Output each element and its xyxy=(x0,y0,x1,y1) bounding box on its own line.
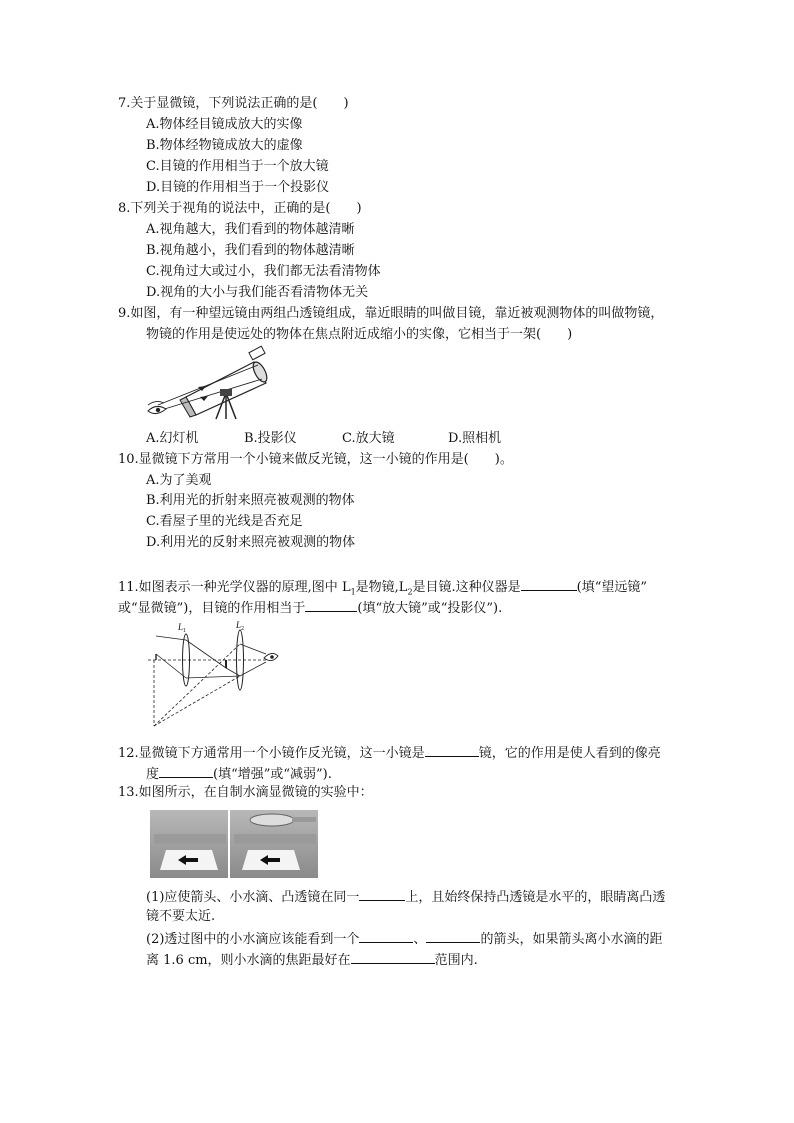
q8-option-b: B.视角越小，我们看到的物体越清晰 xyxy=(146,243,355,258)
q7-option-a: A.物体经目镜成放大的实像 xyxy=(146,117,303,132)
q13-sub1-line1 xyxy=(146,886,665,908)
q11-text-5: 或“显微镜”)，目镜的作用相当于 xyxy=(118,601,306,616)
q8-option-d: D.视角的大小与我们能否看清物体无关 xyxy=(146,285,369,300)
q13-s2-text-b: 的箭头，如果箭头离小水滴的距 xyxy=(480,932,663,947)
q13-blank-1[interactable] xyxy=(359,886,405,901)
q8-option-c: C.视角过大或过小，我们都无法看清物体 xyxy=(146,264,381,279)
q11-blank-1[interactable] xyxy=(521,576,577,591)
q7-option-d: D.目镜的作用相当于一个投影仪 xyxy=(146,180,330,195)
q11-text-6: (填“放大镜”或“投影仪”). xyxy=(357,601,503,616)
q8-stem: 8.下列关于视角的说法中，正确的是( ) xyxy=(118,201,362,216)
q11-blank-2[interactable] xyxy=(305,597,357,612)
q12-text-4: (填“增强”或“减弱”). xyxy=(213,767,332,782)
microscope-principle-figure xyxy=(146,618,282,734)
q11-text-1: 11.如图表示一种光学仪器的原理,图中 L xyxy=(118,580,351,595)
q13-blank-2[interactable] xyxy=(359,928,413,943)
q7-option-b: B.物体经物镜成放大的虚像 xyxy=(146,138,303,153)
q13-s1-text-b: 上，且始终保持凸透镜是水平的，眼睛离凸透 xyxy=(405,890,666,905)
q12-text-2: 镜，它的作用是使人看到的像亮 xyxy=(478,746,661,761)
q11-sub-1: 1 xyxy=(350,587,356,597)
q13-sub2-line1 xyxy=(146,928,662,950)
q9-option-a: A.幻灯机 xyxy=(146,431,199,446)
water-drop-microscope-photo xyxy=(150,810,318,878)
q12-stem-line1 xyxy=(118,742,661,764)
q13-blank-3[interactable] xyxy=(426,928,480,943)
q9-stem-line1: 9.如图，有一种望远镜由两组凸透镜组成，靠近眼睛的叫做目镜，靠近被观测物体的叫做物镜， xyxy=(118,306,664,321)
q13-sub1-line2: 镜不要太近. xyxy=(146,909,216,924)
lens-l2-sub: 2 xyxy=(241,626,244,632)
q9-option-b: B.投影仪 xyxy=(244,431,297,446)
q11-sub-2: 2 xyxy=(407,587,413,597)
q9-options xyxy=(146,429,501,449)
q9-option-c: C.放大镜 xyxy=(342,431,395,446)
q9-stem-line2: 物镜的作用是使远处的物体在焦点附近成缩小的实像，它相当于一架( ) xyxy=(146,327,573,342)
q12-blank-1[interactable] xyxy=(425,742,479,757)
q10-option-a: A.为了美观 xyxy=(146,473,212,488)
q12-stem-line2 xyxy=(146,763,332,785)
q13-s1-text-a: (1)应使箭头、小水滴、凸透镜在同一 xyxy=(146,890,360,905)
q13-stem: 13.如图所示，在自制水滴显微镜的实验中： xyxy=(118,785,373,800)
q13-s2-text-c: 离 1.6 cm，则小水滴的焦距最好在 xyxy=(146,953,351,968)
q13-sub2-line2 xyxy=(146,949,478,971)
q10-option-c: C.看屋子里的光线是否充足 xyxy=(146,514,303,529)
q11-stem-line2 xyxy=(118,597,502,619)
q10-stem: 10.显微镜下方常用一个小镜来做反光镜，这一小镜的作用是( )。 xyxy=(118,452,513,467)
q12-text-1: 12.显微镜下方通常用一个小镜作反光镜，这一小镜是 xyxy=(118,746,425,761)
lens-l2-label: L xyxy=(236,620,242,630)
q11-text-2: 是物镜,L xyxy=(355,580,408,595)
lens-l1-label: L xyxy=(178,622,184,632)
q13-blank-4[interactable] xyxy=(351,949,435,964)
q7-option-c: C.目镜的作用相当于一个放大镜 xyxy=(146,159,329,174)
telescope-figure xyxy=(146,345,276,423)
q13-s2-sep: 、 xyxy=(413,932,427,947)
q8-option-a: A.视角越大，我们看到的物体越清晰 xyxy=(146,222,355,237)
q13-s2-text-d: 范围内. xyxy=(434,953,478,968)
q13-s2-text-a: (2)透过图中的小水滴应该能看到一个 xyxy=(146,932,360,947)
q10-option-d: D.利用光的反射来照亮被观测的物体 xyxy=(146,535,356,550)
q11-text-3: 是目镜.这种仪器是 xyxy=(412,580,521,595)
q10-option-b: B.利用光的折射来照亮被观测的物体 xyxy=(146,493,355,508)
q12-text-3: 度 xyxy=(146,767,160,782)
lens-l1-sub: 1 xyxy=(183,628,186,634)
q12-blank-2[interactable] xyxy=(159,763,213,778)
q9-option-d: D.照相机 xyxy=(448,431,502,446)
q7-stem: 7.关于显微镜，下列说法正确的是( ) xyxy=(118,96,349,111)
q11-text-4: (填“望远镜” xyxy=(576,580,648,595)
